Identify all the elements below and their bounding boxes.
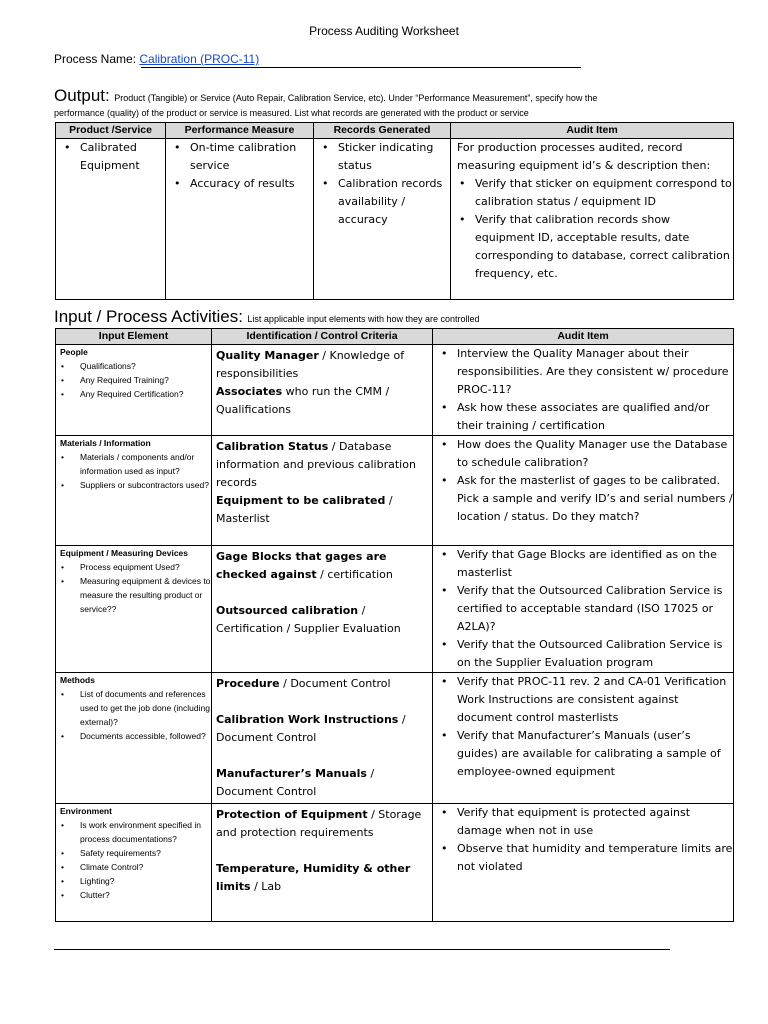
list-item: • Qualifications? xyxy=(56,359,211,373)
list-item: • Any Required Training? xyxy=(56,373,211,387)
criteria-detail: / Storage and protection requirements xyxy=(216,808,422,839)
criteria-item xyxy=(216,548,428,584)
list-item: • Measuring equipment & devices to measure the resulting product or service?? xyxy=(56,574,211,616)
list-item: • Is work environment specified in process documentations? xyxy=(56,818,211,846)
spacer xyxy=(216,747,428,765)
table-row xyxy=(56,546,734,673)
input-heading xyxy=(54,307,480,327)
criteria-keyword: Quality Manager xyxy=(216,349,319,362)
criteria-keyword: Calibration Work Instructions xyxy=(216,713,399,726)
list-item: • Accuracy of results xyxy=(166,175,313,193)
list-item: • Lighting? xyxy=(56,874,211,888)
list-item: • Ask how these associates are qualified and/or their training / certification xyxy=(433,399,733,435)
input-description: List applicable input elements with how they are controlled xyxy=(247,314,480,324)
output-description: Product (Tangible) or Service (Auto Repair, Calibration Service, etc). Under “Performance Measurement”, specify how the xyxy=(114,93,598,103)
criteria-detail: / Document Control xyxy=(216,713,406,744)
list-item: • Verify that calibration records show equipment ID, acceptable results, date corresponding to database, correct calibration frequency, etc. xyxy=(451,211,733,283)
input-category: Equipment / Measuring Devices xyxy=(60,548,189,558)
list-item: • Documents accessible, followed? xyxy=(56,729,211,743)
list-item: • Any Required Certification? xyxy=(56,387,211,401)
criteria-detail: / Masterlist xyxy=(216,494,393,525)
list-item: • Materials / components and/or information used as input? xyxy=(56,450,211,478)
criteria-item xyxy=(216,765,428,801)
input-category: Methods xyxy=(60,675,95,685)
criteria-keyword: Gage Blocks that gages are checked against xyxy=(216,550,387,581)
criteria-item xyxy=(216,347,428,383)
spacer xyxy=(216,584,428,602)
input-header-element: Input Element xyxy=(56,329,212,345)
criteria-item xyxy=(216,602,428,638)
criteria-detail: / Knowledge of responsibilities xyxy=(216,349,405,380)
list-item: • Verify that the Outsourced Calibration Service is certified to acceptable standard (ISO 17025 or A2LA)? xyxy=(433,582,733,636)
list-item: • Verify that Manufacturer’s Manuals (user’s guides) are available for calibrating a sample of employee-owned equipment xyxy=(433,727,733,781)
criteria-detail: / Database information and previous calibration records xyxy=(216,440,416,489)
list-item: • Verify that Gage Blocks are identified as on the masterlist xyxy=(433,546,733,582)
criteria-item xyxy=(216,438,428,492)
criteria-item xyxy=(216,806,428,842)
list-item: • Clutter? xyxy=(56,888,211,902)
footer-divider xyxy=(54,949,670,950)
input-element-cell xyxy=(56,673,212,804)
output-header-audit: Audit Item xyxy=(451,123,734,139)
list-item: • Verify that the Outsourced Calibration Service is on the Supplier Evaluation program xyxy=(433,636,733,672)
criteria-keyword: Manufacturer’s Manuals xyxy=(216,767,367,780)
list-item: • Calibration records availability / accuracy xyxy=(314,175,450,229)
criteria-detail: / Document Control xyxy=(216,767,375,798)
criteria-detail: who run the CMM / Qualifications xyxy=(216,385,390,416)
list-item: • Climate Control? xyxy=(56,860,211,874)
criteria-cell xyxy=(212,436,433,546)
output-description-2: performance (quality) of the product or service is measured. List what records are generated with the product or service xyxy=(54,108,529,118)
input-category: People xyxy=(60,347,88,357)
input-header-criteria: Identification / Control Criteria xyxy=(212,329,433,345)
list-item: • Suppliers or subcontractors used? xyxy=(56,478,211,492)
process-name-value[interactable]: Calibration (PROC-11) xyxy=(139,52,260,66)
list-item: • Safety requirements? xyxy=(56,846,211,860)
list-item: • Process equipment Used? xyxy=(56,560,211,574)
criteria-item xyxy=(216,492,428,528)
criteria-keyword: Equipment to be calibrated xyxy=(216,494,386,507)
output-header-records: Records Generated xyxy=(314,123,451,139)
criteria-detail: / certification xyxy=(316,568,393,581)
output-heading-label: Output: xyxy=(54,86,110,105)
list-item: • Calibrated Equipment xyxy=(56,139,165,175)
criteria-keyword: Procedure xyxy=(216,677,280,690)
criteria-item xyxy=(216,860,428,896)
list-item: • Verify that equipment is protected against damage when not in use xyxy=(433,804,733,840)
output-heading xyxy=(54,86,597,106)
input-category: Environment xyxy=(60,806,112,816)
output-records-cell xyxy=(314,139,451,300)
list-item: • Interview the Quality Manager about their responsibilities. Are they consistent w/ procedure PROC-11? xyxy=(433,345,733,399)
audit-cell xyxy=(433,546,734,673)
criteria-cell xyxy=(212,345,433,436)
criteria-detail: / Lab xyxy=(250,880,282,893)
criteria-keyword: Outsourced calibration xyxy=(216,604,359,617)
input-element-cell xyxy=(56,345,212,436)
spacer xyxy=(216,842,428,860)
input-header-audit: Audit Item xyxy=(433,329,734,345)
criteria-keyword: Temperature, Humidity & other limits xyxy=(216,862,411,893)
output-header-product: Product /Service xyxy=(56,123,166,139)
table-row xyxy=(56,345,734,436)
output-audit-cell xyxy=(451,139,734,300)
page-title: Process Auditing Worksheet xyxy=(309,24,459,38)
process-name-underline xyxy=(141,67,581,68)
audit-cell xyxy=(433,673,734,804)
output-product-cell xyxy=(56,139,166,300)
criteria-item xyxy=(216,383,428,419)
input-table xyxy=(55,328,734,922)
list-item: • Sticker indicating status xyxy=(314,139,450,175)
list-item: • Verify that PROC-11 rev. 2 and CA-01 Verification Work Instructions are consistent against document control masterlists xyxy=(433,673,733,727)
criteria-item xyxy=(216,675,428,693)
process-name xyxy=(54,52,259,66)
input-element-cell xyxy=(56,546,212,673)
output-performance-cell xyxy=(166,139,314,300)
criteria-keyword: Protection of Equipment xyxy=(216,808,368,821)
input-category: Materials / Information xyxy=(60,438,151,448)
list-item: • How does the Quality Manager use the Database to schedule calibration? xyxy=(433,436,733,472)
audit-cell xyxy=(433,345,734,436)
criteria-cell xyxy=(212,804,433,922)
process-name-label: Process Name: xyxy=(54,52,137,66)
criteria-detail: / Certification / Supplier Evaluation xyxy=(216,604,401,635)
criteria-cell xyxy=(212,673,433,804)
output-table xyxy=(55,122,734,300)
table-row xyxy=(56,436,734,546)
output-header-performance: Performance Measure xyxy=(166,123,314,139)
audit-cell xyxy=(433,436,734,546)
criteria-detail: / Document Control xyxy=(279,677,391,690)
list-item: • Observe that humidity and temperature limits are not violated xyxy=(433,840,733,876)
input-element-cell xyxy=(56,804,212,922)
output-audit-intro: For production processes audited, record measuring equipment id’s & description then: xyxy=(457,141,711,172)
criteria-item xyxy=(216,711,428,747)
list-item: • Ask for the masterlist of gages to be calibrated. Pick a sample and verify ID’s and serial numbers / location / status. Do they match? xyxy=(433,472,733,526)
list-item: • On-time calibration service xyxy=(166,139,313,175)
input-heading-label: Input / Process Activities: xyxy=(54,307,243,326)
table-row xyxy=(56,673,734,804)
criteria-keyword: Associates xyxy=(216,385,283,398)
table-row xyxy=(56,804,734,922)
list-item: • List of documents and references used to get the job done (including external)? xyxy=(56,687,211,729)
audit-cell xyxy=(433,804,734,922)
spacer xyxy=(216,693,428,711)
list-item: • Verify that sticker on equipment correspond to calibration status / equipment ID xyxy=(451,175,733,211)
criteria-keyword: Calibration Status xyxy=(216,440,329,453)
criteria-cell xyxy=(212,546,433,673)
input-element-cell xyxy=(56,436,212,546)
